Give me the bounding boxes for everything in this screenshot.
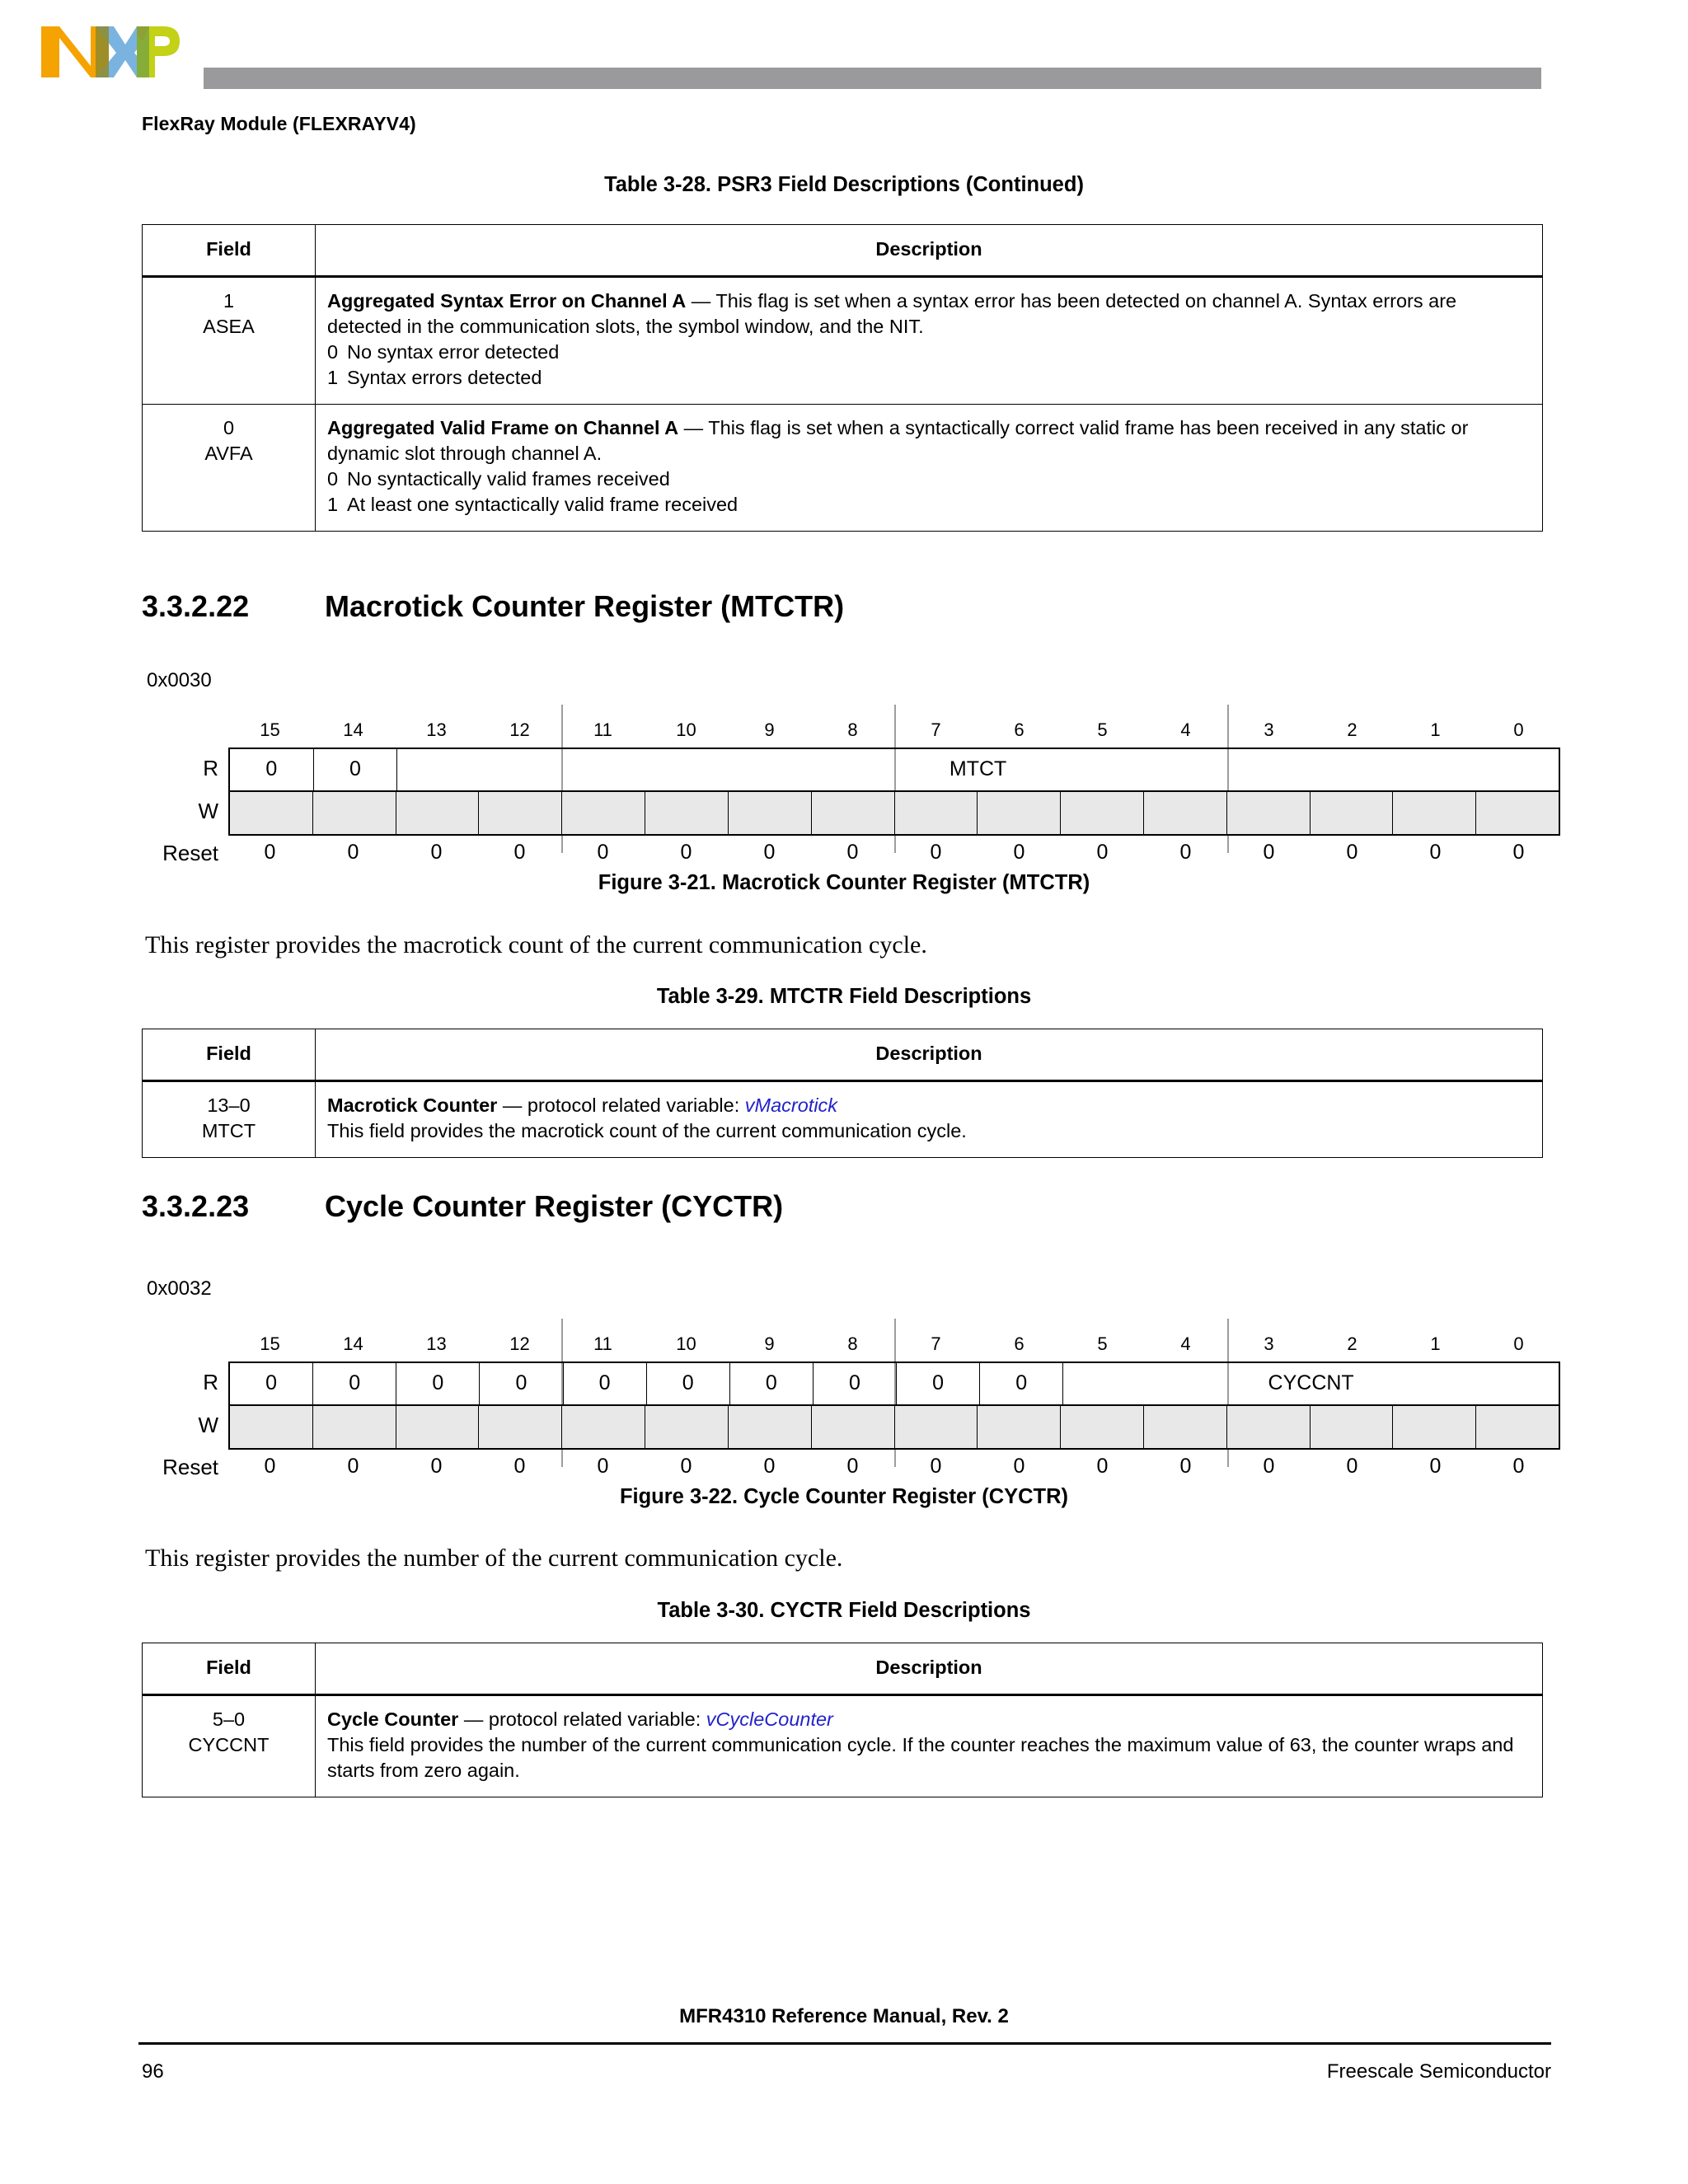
field-bits: 0 bbox=[223, 417, 235, 439]
reset-value: 0 bbox=[846, 1455, 859, 1478]
field-cell bbox=[143, 277, 316, 405]
field-title: Cycle Counter bbox=[327, 1708, 459, 1731]
write-bit-cell bbox=[978, 792, 1061, 834]
reset-value: 0 bbox=[347, 841, 359, 864]
bit-number: 7 bbox=[931, 719, 941, 740]
read-bit-cell: 0 bbox=[230, 1363, 313, 1404]
register-offset-cyctr: 0x0032 bbox=[147, 1277, 212, 1300]
bit-number: 1 bbox=[1430, 1333, 1441, 1354]
bit-number: 7 bbox=[931, 1333, 941, 1354]
bit-number: 12 bbox=[509, 1333, 530, 1354]
protocol-variable: vCycleCounter bbox=[706, 1708, 833, 1731]
field-cell bbox=[143, 405, 316, 532]
description-cell bbox=[316, 1081, 1543, 1158]
read-bit-cell: 0 bbox=[564, 1363, 647, 1404]
column-header-description: Description bbox=[316, 1029, 1543, 1081]
read-field-cell: MTCT bbox=[949, 757, 1007, 781]
bit-value-item bbox=[327, 340, 1532, 365]
bit-number: 13 bbox=[426, 1333, 447, 1354]
table-row bbox=[143, 277, 1543, 405]
register-read-row bbox=[230, 1363, 1559, 1406]
row-label-reset: Reset bbox=[162, 841, 218, 865]
table-3-30-caption: Table 3-30. CYCTR Field Descriptions bbox=[657, 1599, 1031, 1622]
field-description: This flag is set when a syntactically correct valid frame has been received in any static or dynamic slot through channel A. bbox=[327, 417, 1469, 465]
write-bit-cell bbox=[812, 792, 895, 834]
bit-number: 2 bbox=[1347, 1333, 1357, 1354]
column-header-description: Description bbox=[316, 225, 1543, 277]
write-bit-cell bbox=[1227, 1406, 1311, 1448]
column-header-field: Field bbox=[143, 225, 316, 277]
bit-value-number: 1 bbox=[327, 367, 339, 389]
reset-value: 0 bbox=[1346, 1455, 1358, 1478]
register-diagram-cyctr bbox=[0, 1319, 1688, 1479]
paragraph-cyctr: This register provides the number of the current communication cycle. bbox=[145, 1544, 843, 1572]
write-bit-cell bbox=[812, 1406, 895, 1448]
reset-value: 0 bbox=[513, 841, 526, 864]
bit-number: 6 bbox=[1014, 719, 1025, 740]
write-bit-cell bbox=[645, 792, 729, 834]
bit-number: 12 bbox=[509, 719, 530, 740]
em-dash: — bbox=[458, 1708, 489, 1731]
bit-number: 13 bbox=[426, 719, 447, 740]
reset-value: 0 bbox=[264, 841, 276, 864]
bit-value-item bbox=[327, 365, 1532, 391]
bit-value-text: No syntactically valid frames received bbox=[347, 468, 670, 490]
bit-number: 11 bbox=[593, 719, 612, 740]
bit-value-list bbox=[327, 340, 1532, 391]
column-header-field: Field bbox=[143, 1643, 316, 1695]
bit-number: 15 bbox=[260, 719, 280, 740]
write-bit-cell bbox=[895, 1406, 978, 1448]
field-lead: protocol related variable: bbox=[488, 1708, 706, 1731]
bit-number: 9 bbox=[764, 719, 775, 740]
figure-3-22-caption: Figure 3-22. Cycle Counter Register (CYCTR) bbox=[619, 1485, 1069, 1508]
field-name: AVFA bbox=[204, 443, 253, 465]
reset-value: 0 bbox=[264, 1455, 276, 1478]
section-heading-mtctr bbox=[142, 589, 844, 624]
write-bit-cell bbox=[396, 792, 480, 834]
bit-number: 2 bbox=[1347, 719, 1357, 740]
column-header-field: Field bbox=[143, 1029, 316, 1081]
table-3-29-caption: Table 3-29. MTCTR Field Descriptions bbox=[656, 985, 1032, 1008]
write-bit-cell bbox=[1476, 1406, 1559, 1448]
table-3-28-caption: Table 3-28. PSR3 Field Descriptions (Continued) bbox=[604, 173, 1084, 196]
read-bit-cell: 0 bbox=[730, 1363, 814, 1404]
write-bit-cell bbox=[729, 1406, 812, 1448]
bit-number: 5 bbox=[1097, 719, 1108, 740]
field-title: Aggregated Valid Frame on Channel A bbox=[327, 417, 679, 439]
reset-value: 0 bbox=[1096, 841, 1109, 864]
table-header-row bbox=[143, 225, 1543, 277]
write-bit-cell bbox=[313, 1406, 396, 1448]
reset-value: 0 bbox=[1096, 1455, 1109, 1478]
bit-value-text: No syntax error detected bbox=[347, 341, 560, 363]
write-bit-cell bbox=[978, 1406, 1061, 1448]
description-cell bbox=[316, 1695, 1543, 1797]
bit-number: 10 bbox=[676, 1333, 696, 1354]
column-header-description: Description bbox=[316, 1643, 1543, 1695]
bit-number: 3 bbox=[1264, 1333, 1274, 1354]
field-title: Aggregated Syntax Error on Channel A bbox=[327, 290, 687, 312]
bit-value-number: 0 bbox=[327, 341, 339, 363]
section-heading-cyctr bbox=[142, 1189, 783, 1224]
bit-number: 6 bbox=[1014, 1333, 1025, 1354]
em-dash: — bbox=[678, 417, 709, 439]
bit-number: 8 bbox=[847, 1333, 858, 1354]
reset-value: 0 bbox=[1429, 841, 1442, 864]
footer-company: Freescale Semiconductor bbox=[1326, 2060, 1551, 2083]
bit-number: 4 bbox=[1180, 719, 1191, 740]
bit-value-number: 1 bbox=[327, 494, 339, 516]
read-bit-cell: 0 bbox=[313, 1363, 396, 1404]
register-write-row bbox=[230, 1406, 1559, 1448]
field-description: This flag is set when a syntax error has been detected on channel A. Syntax errors are detected in the communication slots, the symbol window, and the NIT. bbox=[327, 290, 1457, 338]
reset-value: 0 bbox=[1013, 841, 1025, 864]
write-bit-cell bbox=[1393, 1406, 1476, 1448]
bit-number: 10 bbox=[676, 719, 696, 740]
bit-number: 3 bbox=[1264, 719, 1274, 740]
write-bit-cell bbox=[479, 1406, 562, 1448]
em-dash: — bbox=[497, 1094, 528, 1117]
reset-value: 0 bbox=[1263, 841, 1275, 864]
register-bitfield-box-cyctr bbox=[228, 1361, 1560, 1450]
bit-number: 0 bbox=[1513, 1333, 1524, 1354]
bit-number: 14 bbox=[343, 719, 363, 740]
reset-value: 0 bbox=[1512, 841, 1525, 864]
section-number: 3.3.2.23 bbox=[142, 1189, 250, 1223]
write-bit-cell bbox=[562, 1406, 645, 1448]
figure-3-21-caption: Figure 3-21. Macrotick Counter Register (MTCTR) bbox=[598, 871, 1090, 894]
bit-number-row-mtctr bbox=[228, 719, 1560, 741]
row-label-reset: Reset bbox=[162, 1455, 218, 1479]
reset-value: 0 bbox=[846, 841, 859, 864]
table-3-28 bbox=[142, 224, 1543, 532]
read-bit-cell: 0 bbox=[230, 749, 314, 790]
bit-value-number: 0 bbox=[327, 468, 339, 490]
reset-value: 0 bbox=[680, 1455, 692, 1478]
read-bit-cell: 0 bbox=[647, 1363, 730, 1404]
reset-value: 0 bbox=[347, 1455, 359, 1478]
table-3-30 bbox=[142, 1643, 1543, 1797]
write-bit-cell bbox=[479, 792, 562, 834]
register-bitfield-box-mtctr bbox=[228, 748, 1560, 836]
reset-value: 0 bbox=[430, 841, 443, 864]
bit-number: 8 bbox=[847, 719, 858, 740]
em-dash: — bbox=[686, 290, 716, 312]
paragraph-mtctr: This register provides the macrotick count of the current communication cycle. bbox=[145, 931, 927, 958]
bit-number: 9 bbox=[764, 1333, 775, 1354]
description-cell bbox=[316, 405, 1543, 532]
bit-number-row-cyctr bbox=[228, 1333, 1560, 1355]
read-bit-cell: 0 bbox=[980, 1363, 1063, 1404]
reset-value: 0 bbox=[763, 1455, 776, 1478]
reset-value: 0 bbox=[763, 841, 776, 864]
register-diagram-mtctr bbox=[0, 705, 1688, 865]
write-bit-cell bbox=[396, 1406, 480, 1448]
row-label-write: W bbox=[198, 799, 218, 823]
reset-value: 0 bbox=[930, 841, 942, 864]
read-bit-cell: 0 bbox=[897, 1363, 980, 1404]
reset-value: 0 bbox=[1512, 1455, 1525, 1478]
bit-value-text: Syntax errors detected bbox=[347, 367, 542, 389]
write-bit-cell bbox=[1144, 1406, 1227, 1448]
write-bit-cell bbox=[562, 792, 645, 834]
field-lead: protocol related variable: bbox=[527, 1094, 745, 1117]
register-offset-mtctr: 0x0030 bbox=[147, 669, 212, 691]
table-3-29 bbox=[142, 1029, 1543, 1158]
bit-number: 11 bbox=[593, 1333, 612, 1354]
table-header-row bbox=[143, 1643, 1543, 1695]
write-bit-cell bbox=[645, 1406, 729, 1448]
table-row bbox=[143, 405, 1543, 532]
write-bit-cell bbox=[1311, 1406, 1394, 1448]
reset-value: 0 bbox=[430, 1455, 443, 1478]
read-bit-cell: 0 bbox=[314, 749, 398, 790]
reset-value: 0 bbox=[513, 1455, 526, 1478]
bit-number: 14 bbox=[343, 1333, 363, 1354]
reset-value: 0 bbox=[1179, 1455, 1192, 1478]
field-cell bbox=[143, 1695, 316, 1797]
reset-value: 0 bbox=[930, 1455, 942, 1478]
row-label-read: R bbox=[203, 1370, 218, 1394]
table-row bbox=[143, 1695, 1543, 1797]
field-description: This field provides the macrotick count of the current communication cycle. bbox=[327, 1120, 967, 1142]
write-bit-cell bbox=[1061, 1406, 1144, 1448]
write-bit-cell bbox=[1311, 792, 1394, 834]
field-name: ASEA bbox=[203, 316, 255, 338]
protocol-variable: vMacrotick bbox=[744, 1094, 838, 1117]
field-title: Macrotick Counter bbox=[327, 1094, 498, 1117]
field-name: CYCCNT bbox=[188, 1734, 270, 1756]
reset-value: 0 bbox=[680, 841, 692, 864]
description-cell bbox=[316, 277, 1543, 405]
row-label-write: W bbox=[198, 1413, 218, 1437]
bit-value-list bbox=[327, 466, 1532, 518]
reset-value-row-mtctr bbox=[228, 841, 1560, 865]
write-bit-cell bbox=[230, 792, 313, 834]
register-write-row bbox=[230, 792, 1559, 834]
bit-value-item bbox=[327, 492, 1532, 518]
field-cell bbox=[143, 1081, 316, 1158]
write-bit-cell bbox=[313, 792, 396, 834]
write-bit-cell bbox=[1476, 792, 1559, 834]
write-bit-cell bbox=[1144, 792, 1227, 834]
field-name: MTCT bbox=[201, 1120, 256, 1142]
footer-rule bbox=[138, 2042, 1551, 2045]
bit-number: 1 bbox=[1430, 719, 1441, 740]
field-bits: 1 bbox=[223, 290, 235, 312]
reset-value: 0 bbox=[1013, 1455, 1025, 1478]
bit-number: 5 bbox=[1097, 1333, 1108, 1354]
bit-number: 0 bbox=[1513, 719, 1524, 740]
reset-value: 0 bbox=[1179, 841, 1192, 864]
section-title: Cycle Counter Register (CYCTR) bbox=[325, 1189, 784, 1223]
field-description: This field provides the number of the current communication cycle. If the counter reaches the maximum value of 63, the counter wraps and starts from zero again. bbox=[327, 1734, 1514, 1782]
write-bit-cell bbox=[1227, 792, 1311, 834]
nxp-logo bbox=[40, 15, 180, 79]
bit-number: 4 bbox=[1180, 1333, 1191, 1354]
reset-value: 0 bbox=[597, 841, 609, 864]
bit-number: 15 bbox=[260, 1333, 280, 1354]
write-bit-cell bbox=[1393, 792, 1476, 834]
reset-value: 0 bbox=[1429, 1455, 1442, 1478]
write-bit-cell bbox=[1061, 792, 1144, 834]
read-bit-cell: 0 bbox=[480, 1363, 563, 1404]
reset-value: 0 bbox=[1346, 841, 1358, 864]
table-header-row bbox=[143, 1029, 1543, 1081]
section-title: Macrotick Counter Register (MTCTR) bbox=[325, 589, 845, 623]
reset-value-row-cyctr bbox=[228, 1455, 1560, 1479]
write-bit-cell bbox=[230, 1406, 313, 1448]
write-bit-cell bbox=[729, 792, 812, 834]
footer-page-number: 96 bbox=[142, 2060, 164, 2083]
field-bits: 13–0 bbox=[207, 1094, 251, 1117]
section-number: 3.3.2.22 bbox=[142, 589, 250, 623]
register-read-row bbox=[230, 749, 1559, 792]
bit-value-text: At least one syntactically valid frame received bbox=[347, 494, 738, 516]
row-label-read: R bbox=[203, 756, 218, 780]
read-bit-cell: 0 bbox=[396, 1363, 480, 1404]
write-bit-cell bbox=[895, 792, 978, 834]
running-head: FlexRay Module (FLEXRAYV4) bbox=[142, 113, 416, 134]
reset-value: 0 bbox=[597, 1455, 609, 1478]
bit-value-item bbox=[327, 466, 1532, 492]
read-bit-cell: 0 bbox=[814, 1363, 897, 1404]
field-bits: 5–0 bbox=[212, 1708, 246, 1731]
header-accent-bar bbox=[204, 68, 1541, 89]
read-field-cell: CYCCNT bbox=[1268, 1371, 1354, 1395]
table-row bbox=[143, 1081, 1543, 1158]
footer-manual-title: MFR4310 Reference Manual, Rev. 2 bbox=[679, 2005, 1009, 2027]
reset-value: 0 bbox=[1263, 1455, 1275, 1478]
